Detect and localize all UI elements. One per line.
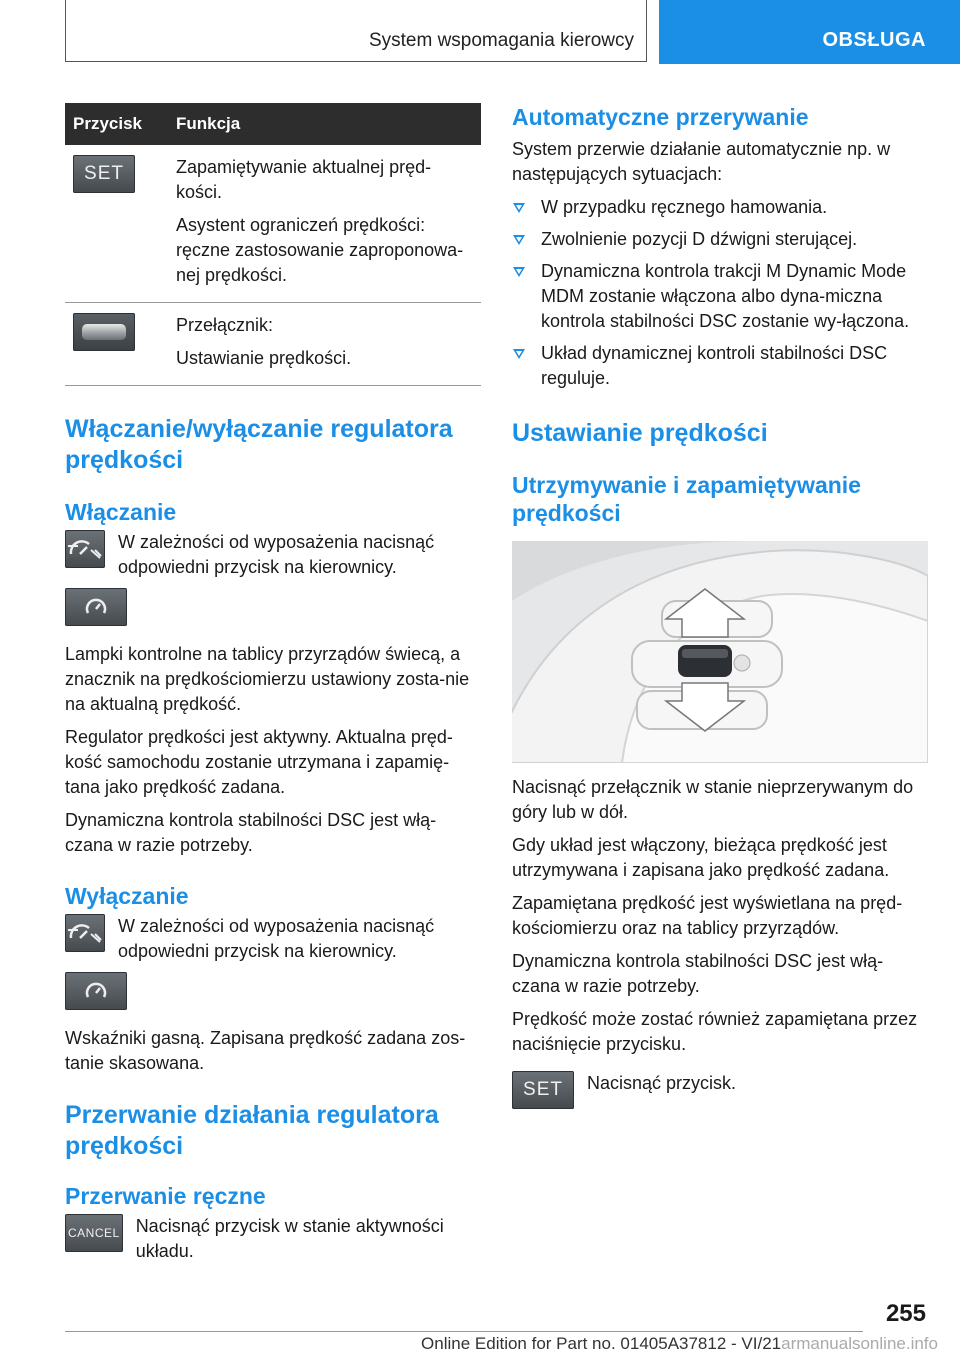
hold-paragraph-3: Zapamiętana prędkość jest wyświetlana na pręd-kościomierzu oraz na tablicy przyrządów. [512, 893, 903, 938]
rocker-switch-icon [73, 313, 135, 351]
on-instruction: W zależności od wyposażenia nacisnąć odpowiedni przycisk na kierownicy. [118, 532, 435, 577]
set-button-icon: SET [512, 1071, 574, 1109]
row-text: Przełącznik: [176, 315, 274, 335]
heading-auto: Automatyczne przerywanie [512, 104, 809, 130]
auto-bullet-list [512, 195, 928, 391]
manual-instruction-row [65, 1214, 481, 1264]
set-instruction-row [512, 1071, 928, 1109]
hold-paragraph-1: Nacisnąć przełącznik w stanie nieprzerywanym do góry lub w dół. [512, 777, 914, 822]
set-button-icon: SET [73, 155, 135, 193]
subheading-on: Włączanie [65, 499, 177, 525]
list-item: Zwolnienie pozycji D dźwigni sterującej. [512, 227, 928, 252]
row-text: Ustawianie prędkości. [176, 348, 352, 368]
header-title: System wspomagania kierowcy [368, 30, 634, 51]
off-instruction: W zależności od wyposażenia nacisnąć odpowiedni przycisk na kierownicy. [118, 916, 435, 961]
cruise-control-gauge-icon [65, 972, 127, 1010]
cancel-button-icon: CANCEL [65, 1214, 123, 1252]
steering-wheel-illustration [512, 541, 928, 763]
hold-paragraph-5: Prędkość może zostać również zapamiętana przez naciśnięcie przycisku. [512, 1009, 918, 1054]
off-paragraph-1: Wskaźniki gasną. Zapisana prędkość zadana zos-tanie skasowana. [65, 1028, 466, 1073]
triangle-bullet-icon [513, 203, 525, 213]
heading-set-speed: Ustawianie prędkości [512, 419, 768, 447]
footer [0, 1334, 938, 1354]
table-row [65, 303, 481, 386]
section-tab[interactable] [659, 0, 960, 64]
section-tab-label: OBSŁUGA [822, 29, 926, 51]
list-item: Dynamiczna kontrola trakcji M Dynamic Mode MDM zostanie włączona albo dyna-miczna kontrola stabilności DSC zostanie wy-łączona. [512, 259, 928, 334]
hold-paragraph-4: Dynamiczna kontrola stabilności DSC jest włą-czana w razie potrzeby. [512, 951, 884, 996]
on-paragraph-2: Regulator prędkości jest aktywny. Aktualna pręd-kość samochodu zostanie utrzymana i zapamię-tana jako prędkość zadana. [65, 727, 453, 797]
cruise-control-speedometer-icon [65, 914, 105, 952]
table-header-function: Funkcja [168, 103, 481, 145]
subheading-off: Wyłączanie [65, 883, 189, 909]
subheading-hold: Utrzymywanie i zapamiętywanie prędkości [512, 472, 861, 526]
row-text: Zapamiętywanie aktualnej pręd-kości. [176, 157, 432, 202]
on-paragraph-1: Lampki kontrolne na tablicy przyrządów świecą, a znacznik na prędkościomierzu ustawiony zosta-nie na aktualną prędkość. [65, 644, 470, 714]
cruise-control-speedometer-icon [65, 530, 105, 568]
manual-instruction: Nacisnąć przycisk w stanie aktywności układu. [135, 1216, 444, 1261]
triangle-bullet-icon [513, 349, 525, 359]
button-function-table [65, 103, 481, 386]
auto-intro: System przerwie działanie automatycznie np. w następujących sytuacjach: [512, 139, 891, 184]
heading-interrupt: Przerwanie działania regulatora prędkości [65, 1101, 439, 1160]
edition-text: Online Edition for Part no. 01405A37812 - VI/21 [421, 1334, 782, 1353]
triangle-bullet-icon [513, 267, 525, 277]
table-header-button: Przycisk [65, 103, 168, 145]
watermark-text: armanualsonline.info [781, 1334, 938, 1353]
footer-divider [65, 1331, 863, 1332]
header-frame [65, 0, 647, 62]
list-item: Układ dynamicznej kontroli stabilności DSC reguluje. [512, 341, 928, 391]
list-item: W przypadku ręcznego hamowania. [512, 195, 928, 220]
set-instruction: Nacisnąć przycisk. [587, 1073, 737, 1093]
cruise-control-gauge-icon [65, 588, 127, 626]
right-column [512, 103, 928, 1109]
off-instruction-row [65, 914, 481, 964]
subheading-manual: Przerwanie ręczne [65, 1183, 266, 1209]
table-row [65, 145, 481, 303]
heading-on-off: Włączanie/wyłączanie regulatora prędkości [65, 415, 453, 474]
row-text: Asystent ograniczeń prędkości: ręczne zastosowanie zaproponowa-nej prędkości. [176, 215, 464, 285]
triangle-bullet-icon [513, 235, 525, 245]
on-paragraph-3: Dynamiczna kontrola stabilności DSC jest włą-czana w razie potrzeby. [65, 810, 437, 855]
on-instruction-row [65, 530, 481, 580]
page-number: 255 [885, 1300, 926, 1327]
left-column [65, 103, 481, 1264]
hold-paragraph-2: Gdy układ jest włączony, bieżąca prędkość jest utrzymywana i zapisana jako prędkość zadana. [512, 835, 890, 880]
